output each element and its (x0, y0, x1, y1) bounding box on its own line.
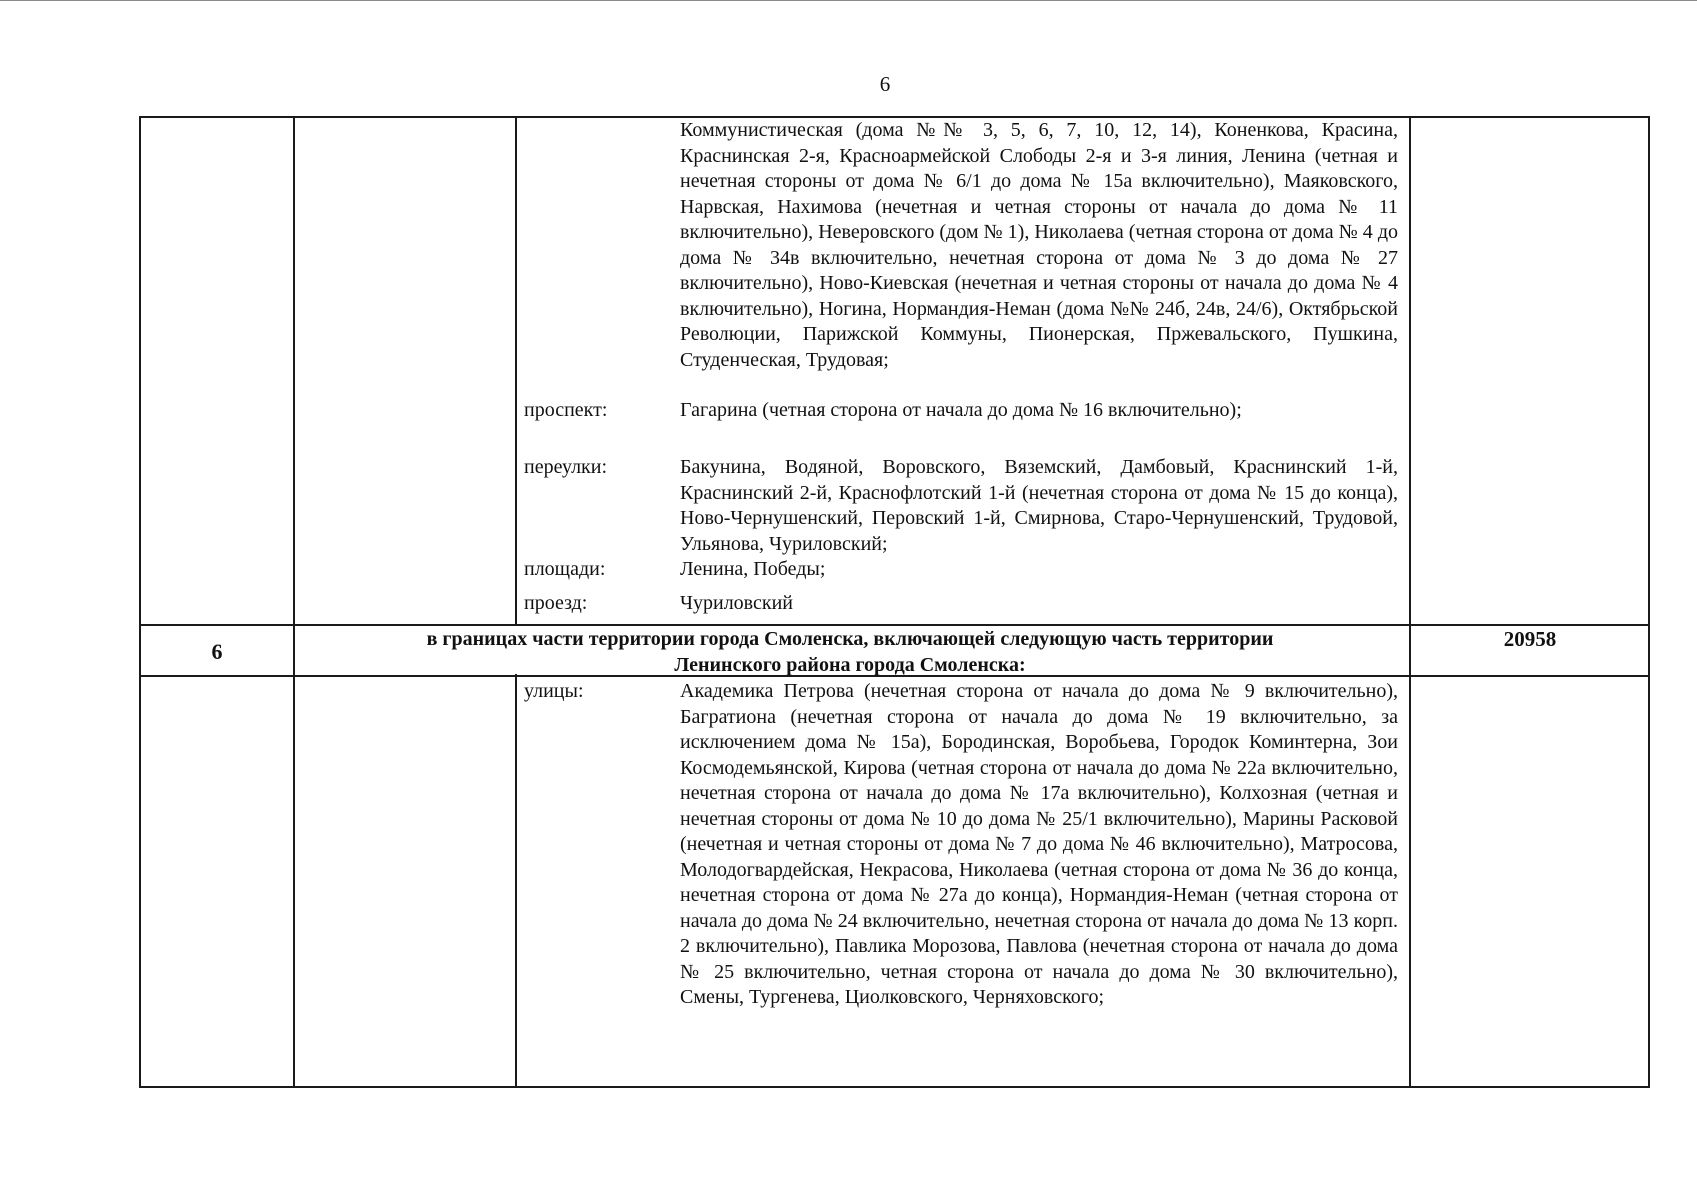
row-heading (294, 627, 1406, 678)
prospect-text: Гагарина (четная сторона от начала до дома № 16 включительно); (680, 399, 1242, 421)
table-border-bottom (139, 1086, 1650, 1088)
table-border-right (1648, 116, 1650, 1087)
squares-text: Ленина, Победы; (680, 558, 826, 580)
column-divider-label (515, 116, 517, 1087)
lanes-text: Бакунина, Водяной, Воровского, Вяземский, Дамбовый, Краснинский 1-й, Краснинский 2-й, Краснофлотский 1-й (нечетная сторона от дома № 15 до конца), Ново-Чернушенский, Перовский 1-й, Смирнова, Старо-Чернушенский, Трудовой, Ульянова, Чуриловский; (680, 456, 1398, 555)
page-number: 6 (879, 72, 891, 96)
passage-text: Чуриловский (680, 592, 794, 614)
column-divider-total (1409, 116, 1411, 1087)
streets-list-continued: Коммунистическая (дома №№ 3, 5, 6, 7, 10, 12, 14), Коненкова, Красина, Краснинская 2-я, Красноармейской Слободы 2-я и 3-я линия, Ленина (четная и нечетная стороны от дома № 6/1 до дома № 15а включительно), Маяковского, Нарвская, Нахимова (нечетная и четная стороны от начала до дома № 11 включительно), Неверовского (дом № 1), Николаева (четная сторона от дома № 4 до дома № 34в включительно, нечетная сторона от дома № 3 до дома № 27 включительно), Ново-Киевская (нечетная и четная стороны от начала до дома № 4 включительно), Ногина, Нормандия-Неман (дома №№ 24б, 24в, 24/6), Октябрьской Революции, Парижской Коммуны, Пионерская, Пржевальского, Пушкина, Студенческая, Трудовая; (680, 119, 1398, 371)
row-number: 6 (211, 639, 223, 664)
row-heading-line-1: в границах части территории города Смоленска, включающей следующую часть территории (426, 628, 1274, 650)
scan-top-edge (0, 0, 1697, 1)
row-heading-line-2: Ленинского района города Смоленска: (674, 653, 1026, 676)
squares-label: площади: (524, 558, 606, 580)
voter-count: 20958 (1503, 627, 1557, 651)
prospect-label: проспект: (524, 399, 608, 421)
lanes-label: переулки: (524, 456, 608, 478)
column-divider-number (293, 116, 295, 1087)
passage-label: проезд: (524, 592, 588, 614)
streets-text: Академика Петрова (нечетная сторона от начала до дома № 9 включительно), Багратиона (нечетная сторона от начала до дома № 19 включительно, за исключением дома № 15а), Бородинская, Воробьева, Городок Коминтерна, Зои Космодемьянской, Кирова (четная сторона от начала до дома № 22а включительно, нечетная сторона от начала до дома № 17а включительно), Колхозная (четная и нечетная стороны от дома № 10 до дома № 25/1 включительно), Марины Расковой (нечетная и четная стороны от дома № 7 до дома № 46 включительно), Матросова, Молодогвардейская, Некрасова, Николаева (четная сторона от дома № 36 до конца, нечетная сторона от дома № 27а до конца), Нормандия-Неман (четная сторона от начала до дома № 24 включительно, нечетная сторона от начала до дома № 13 корп. 2 включительно), Павлика Морозова, Павлова (нечетная сторона от начала до дома № 25 включительно, четная сторона от начала до дома № 30 включительно), Смены, Тургенева, Циолковского, Черняховского; (680, 680, 1398, 1008)
streets-label: улицы: (524, 680, 584, 702)
table-border-left (139, 116, 141, 1087)
